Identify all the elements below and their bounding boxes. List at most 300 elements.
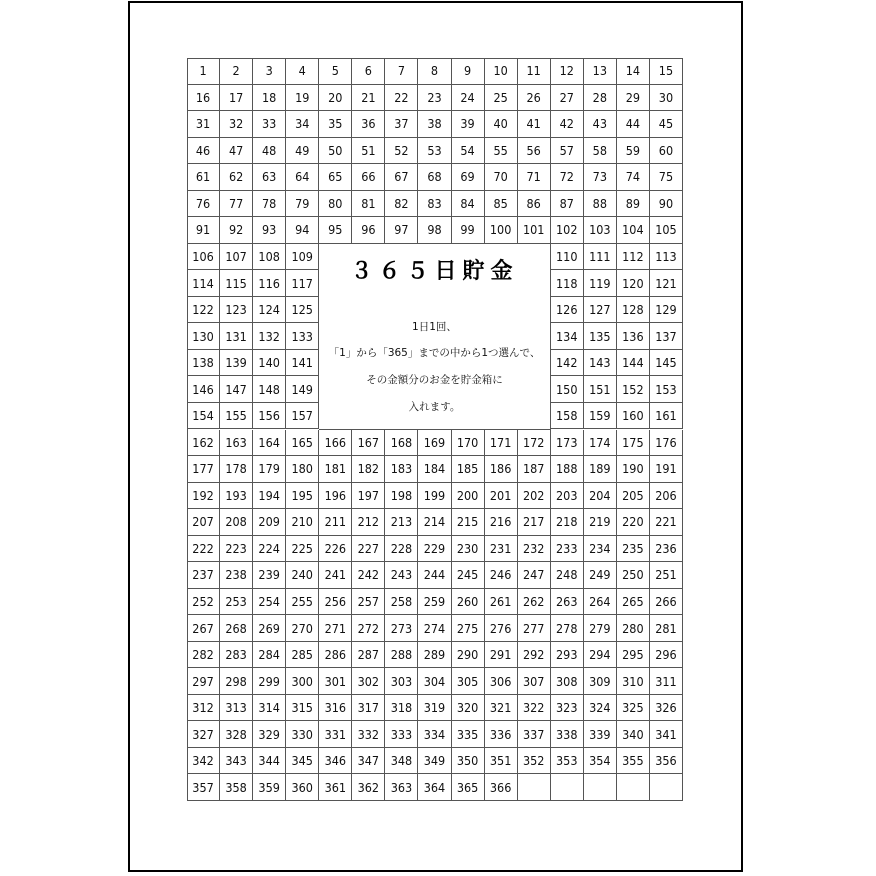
- number-cell: 118: [551, 270, 584, 297]
- number-cell: 48: [253, 138, 286, 165]
- number-cell: 154: [187, 403, 220, 430]
- number-cell: 174: [584, 430, 617, 457]
- number-cell: 45: [650, 111, 683, 138]
- number-cell: 133: [286, 323, 319, 350]
- number-cell: 38: [418, 111, 451, 138]
- number-cell: 326: [650, 695, 683, 722]
- number-cell: 24: [452, 85, 485, 112]
- number-cell: 233: [551, 536, 584, 563]
- number-cell: 213: [385, 509, 418, 536]
- number-cell: 93: [253, 217, 286, 244]
- number-cell: 294: [584, 642, 617, 669]
- number-cell: 274: [418, 615, 451, 642]
- number-cell: 69: [452, 164, 485, 191]
- number-cell: 210: [286, 509, 319, 536]
- number-cell: 366: [485, 774, 518, 801]
- number-cell: 179: [253, 456, 286, 483]
- number-cell: 364: [418, 774, 451, 801]
- number-cell: 116: [253, 270, 286, 297]
- number-cell: 99: [452, 217, 485, 244]
- number-cell: 169: [418, 430, 451, 457]
- number-cell: 273: [385, 615, 418, 642]
- number-cell: 75: [650, 164, 683, 191]
- number-cell: 217: [518, 509, 551, 536]
- number-cell: 188: [551, 456, 584, 483]
- number-cell: 343: [220, 748, 253, 775]
- instruction-line: 「1」から「365」までの中から1つ選んで、: [328, 346, 541, 359]
- number-cell: 35: [319, 111, 352, 138]
- number-cell: 70: [485, 164, 518, 191]
- number-cell: 300: [286, 668, 319, 695]
- number-cell: 236: [650, 536, 683, 563]
- number-cell: 287: [352, 642, 385, 669]
- number-cell: 334: [418, 721, 451, 748]
- number-cell: 107: [220, 244, 253, 271]
- number-cell: 10: [485, 58, 518, 85]
- number-cell: 269: [253, 615, 286, 642]
- number-cell: 345: [286, 748, 319, 775]
- number-cell: 335: [452, 721, 485, 748]
- number-cell: 348: [385, 748, 418, 775]
- number-cell: 132: [253, 323, 286, 350]
- number-cell: 87: [551, 191, 584, 218]
- number-cell: 316: [319, 695, 352, 722]
- number-cell: 299: [253, 668, 286, 695]
- number-cell: 322: [518, 695, 551, 722]
- number-cell: 149: [286, 376, 319, 403]
- number-cell: 29: [617, 85, 650, 112]
- number-cell: 238: [220, 562, 253, 589]
- number-cell: 91: [187, 217, 220, 244]
- number-cell: 222: [187, 536, 220, 563]
- number-cell: 51: [352, 138, 385, 165]
- number-cell: 253: [220, 589, 253, 616]
- number-cell: 349: [418, 748, 451, 775]
- number-cell: 206: [650, 483, 683, 510]
- number-cell: 328: [220, 721, 253, 748]
- number-cell: 137: [650, 323, 683, 350]
- number-cell: 111: [584, 244, 617, 271]
- number-cell: 272: [352, 615, 385, 642]
- number-cell: 352: [518, 748, 551, 775]
- number-cell: 89: [617, 191, 650, 218]
- number-cell: 171: [485, 430, 518, 457]
- number-cell: 256: [319, 589, 352, 616]
- number-cell: 205: [617, 483, 650, 510]
- number-cell: 276: [485, 615, 518, 642]
- number-cell: 117: [286, 270, 319, 297]
- number-cell: 320: [452, 695, 485, 722]
- number-cell: 14: [617, 58, 650, 85]
- number-cell: 86: [518, 191, 551, 218]
- number-cell: 342: [187, 748, 220, 775]
- number-cell: 280: [617, 615, 650, 642]
- number-cell: 125: [286, 297, 319, 324]
- number-cell: 121: [650, 270, 683, 297]
- number-cell: 339: [584, 721, 617, 748]
- number-cell: 258: [385, 589, 418, 616]
- number-cell: 108: [253, 244, 286, 271]
- number-cell: 67: [385, 164, 418, 191]
- number-cell: 2: [220, 58, 253, 85]
- number-cell: 136: [617, 323, 650, 350]
- number-cell: 140: [253, 350, 286, 377]
- number-cell: 304: [418, 668, 451, 695]
- number-cell: 146: [187, 376, 220, 403]
- number-cell: 250: [617, 562, 650, 589]
- number-cell: 170: [452, 430, 485, 457]
- number-cell: 90: [650, 191, 683, 218]
- number-cell: 225: [286, 536, 319, 563]
- number-cell: 212: [352, 509, 385, 536]
- number-cell: 203: [551, 483, 584, 510]
- number-cell: 34: [286, 111, 319, 138]
- number-cell: 182: [352, 456, 385, 483]
- number-cell: 249: [584, 562, 617, 589]
- number-cell: 229: [418, 536, 451, 563]
- number-cell: 324: [584, 695, 617, 722]
- number-cell: 303: [385, 668, 418, 695]
- number-cell: 260: [452, 589, 485, 616]
- number-cell: 234: [584, 536, 617, 563]
- number-cell: 26: [518, 85, 551, 112]
- number-cell: 74: [617, 164, 650, 191]
- number-cell: 208: [220, 509, 253, 536]
- number-cell: 25: [485, 85, 518, 112]
- number-cell: 98: [418, 217, 451, 244]
- number-cell: 219: [584, 509, 617, 536]
- number-cell: 20: [319, 85, 352, 112]
- number-cell: 344: [253, 748, 286, 775]
- number-cell: 338: [551, 721, 584, 748]
- number-cell: 201: [485, 483, 518, 510]
- number-cell: 13: [584, 58, 617, 85]
- number-cell: 363: [385, 774, 418, 801]
- number-cell: 173: [551, 430, 584, 457]
- number-cell: 353: [551, 748, 584, 775]
- instruction-line: 1日1回、: [412, 320, 457, 333]
- number-cell: 53: [418, 138, 451, 165]
- number-cell: 12: [551, 58, 584, 85]
- number-cell: 286: [319, 642, 352, 669]
- number-cell: 266: [650, 589, 683, 616]
- number-cell: 243: [385, 562, 418, 589]
- number-cell: 223: [220, 536, 253, 563]
- number-cell: 82: [385, 191, 418, 218]
- number-cell: 190: [617, 456, 650, 483]
- number-cell: 144: [617, 350, 650, 377]
- number-cell: 109: [286, 244, 319, 271]
- number-cell: 186: [485, 456, 518, 483]
- number-cell: 33: [253, 111, 286, 138]
- number-cell: 30: [650, 85, 683, 112]
- number-cell: 340: [617, 721, 650, 748]
- number-cell: 263: [551, 589, 584, 616]
- number-cell: 282: [187, 642, 220, 669]
- number-cell: 296: [650, 642, 683, 669]
- number-cell: 336: [485, 721, 518, 748]
- number-cell: 79: [286, 191, 319, 218]
- number-cell: 254: [253, 589, 286, 616]
- number-cell: 211: [319, 509, 352, 536]
- number-cell: 291: [485, 642, 518, 669]
- number-cell: 279: [584, 615, 617, 642]
- number-cell: 185: [452, 456, 485, 483]
- number-cell: 309: [584, 668, 617, 695]
- number-cell: 114: [187, 270, 220, 297]
- number-cell: 18: [253, 85, 286, 112]
- number-cell: 346: [319, 748, 352, 775]
- number-cell: 17: [220, 85, 253, 112]
- number-cell: 180: [286, 456, 319, 483]
- number-cell: 240: [286, 562, 319, 589]
- number-cell: 44: [617, 111, 650, 138]
- number-cell: 63: [253, 164, 286, 191]
- number-cell: 302: [352, 668, 385, 695]
- number-cell: 298: [220, 668, 253, 695]
- number-cell: 6: [352, 58, 385, 85]
- number-cell: 101: [518, 217, 551, 244]
- number-cell: 248: [551, 562, 584, 589]
- number-cell: 175: [617, 430, 650, 457]
- number-cell: 301: [319, 668, 352, 695]
- number-cell: 47: [220, 138, 253, 165]
- number-cell: 275: [452, 615, 485, 642]
- number-cell: 127: [584, 297, 617, 324]
- number-cell: 155: [220, 403, 253, 430]
- number-cell: 4: [286, 58, 319, 85]
- number-cell: 68: [418, 164, 451, 191]
- number-cell: 232: [518, 536, 551, 563]
- number-cell: 271: [319, 615, 352, 642]
- number-cell: 355: [617, 748, 650, 775]
- number-cell: 214: [418, 509, 451, 536]
- number-cell: 46: [187, 138, 220, 165]
- number-cell: 78: [253, 191, 286, 218]
- number-cell: 200: [452, 483, 485, 510]
- number-cell: 131: [220, 323, 253, 350]
- number-cell: 61: [187, 164, 220, 191]
- page-title: ３６５日貯金: [350, 258, 519, 284]
- number-cell: 81: [352, 191, 385, 218]
- number-cell: 147: [220, 376, 253, 403]
- number-cell: 23: [418, 85, 451, 112]
- number-cell: 350: [452, 748, 485, 775]
- empty-cell: [650, 774, 683, 801]
- number-cell: 19: [286, 85, 319, 112]
- number-cell: 307: [518, 668, 551, 695]
- number-cell: 267: [187, 615, 220, 642]
- number-cell: 215: [452, 509, 485, 536]
- number-cell: 360: [286, 774, 319, 801]
- number-cell: 288: [385, 642, 418, 669]
- number-cell: 255: [286, 589, 319, 616]
- number-cell: 129: [650, 297, 683, 324]
- number-cell: 36: [352, 111, 385, 138]
- number-cell: 11: [518, 58, 551, 85]
- number-cell: 283: [220, 642, 253, 669]
- number-cell: 112: [617, 244, 650, 271]
- number-cell: 313: [220, 695, 253, 722]
- number-cell: 21: [352, 85, 385, 112]
- number-cell: 184: [418, 456, 451, 483]
- number-cell: 151: [584, 376, 617, 403]
- number-cell: 96: [352, 217, 385, 244]
- number-cell: 150: [551, 376, 584, 403]
- number-cell: 141: [286, 350, 319, 377]
- number-cell: 49: [286, 138, 319, 165]
- number-cell: 356: [650, 748, 683, 775]
- number-cell: 321: [485, 695, 518, 722]
- number-cell: 145: [650, 350, 683, 377]
- number-cell: 66: [352, 164, 385, 191]
- number-cell: 325: [617, 695, 650, 722]
- number-cell: 314: [253, 695, 286, 722]
- number-cell: 139: [220, 350, 253, 377]
- number-cell: 94: [286, 217, 319, 244]
- number-cell: 40: [485, 111, 518, 138]
- instruction-line: その金額分のお金を貯金箱に: [366, 373, 503, 386]
- number-cell: 204: [584, 483, 617, 510]
- number-cell: 196: [319, 483, 352, 510]
- number-cell: 138: [187, 350, 220, 377]
- number-cell: 128: [617, 297, 650, 324]
- number-cell: 106: [187, 244, 220, 271]
- number-cell: 134: [551, 323, 584, 350]
- number-cell: 123: [220, 297, 253, 324]
- number-cell: 191: [650, 456, 683, 483]
- number-cell: 124: [253, 297, 286, 324]
- number-cell: 37: [385, 111, 418, 138]
- number-cell: 84: [452, 191, 485, 218]
- number-cell: 187: [518, 456, 551, 483]
- number-cell: 221: [650, 509, 683, 536]
- number-cell: 126: [551, 297, 584, 324]
- number-cell: 104: [617, 217, 650, 244]
- number-cell: 1: [187, 58, 220, 85]
- number-cell: 113: [650, 244, 683, 271]
- number-cell: 73: [584, 164, 617, 191]
- number-cell: 9: [452, 58, 485, 85]
- number-cell: 54: [452, 138, 485, 165]
- number-cell: 39: [452, 111, 485, 138]
- number-cell: 226: [319, 536, 352, 563]
- number-cell: 92: [220, 217, 253, 244]
- number-cell: 168: [385, 430, 418, 457]
- empty-cell: [584, 774, 617, 801]
- number-cell: 57: [551, 138, 584, 165]
- number-cell: 193: [220, 483, 253, 510]
- number-cell: 199: [418, 483, 451, 510]
- number-cell: 262: [518, 589, 551, 616]
- number-cell: 246: [485, 562, 518, 589]
- instruction-line: 入れます。: [408, 400, 461, 413]
- number-cell: 235: [617, 536, 650, 563]
- number-grid: [187, 58, 683, 801]
- number-cell: 77: [220, 191, 253, 218]
- number-cell: 172: [518, 430, 551, 457]
- number-cell: 72: [551, 164, 584, 191]
- number-cell: 244: [418, 562, 451, 589]
- number-cell: 22: [385, 85, 418, 112]
- number-cell: 31: [187, 111, 220, 138]
- number-cell: 289: [418, 642, 451, 669]
- number-cell: 42: [551, 111, 584, 138]
- number-cell: 27: [551, 85, 584, 112]
- number-cell: 192: [187, 483, 220, 510]
- number-cell: 293: [551, 642, 584, 669]
- number-cell: 159: [584, 403, 617, 430]
- number-cell: 332: [352, 721, 385, 748]
- number-cell: 60: [650, 138, 683, 165]
- number-cell: 341: [650, 721, 683, 748]
- number-cell: 103: [584, 217, 617, 244]
- number-cell: 310: [617, 668, 650, 695]
- number-cell: 50: [319, 138, 352, 165]
- number-cell: 277: [518, 615, 551, 642]
- number-cell: 41: [518, 111, 551, 138]
- number-cell: 158: [551, 403, 584, 430]
- number-cell: 64: [286, 164, 319, 191]
- number-cell: 290: [452, 642, 485, 669]
- number-cell: 239: [253, 562, 286, 589]
- number-cell: 268: [220, 615, 253, 642]
- number-cell: 252: [187, 589, 220, 616]
- number-cell: 166: [319, 430, 352, 457]
- number-cell: 305: [452, 668, 485, 695]
- number-cell: 251: [650, 562, 683, 589]
- number-cell: 59: [617, 138, 650, 165]
- number-cell: 261: [485, 589, 518, 616]
- number-cell: 337: [518, 721, 551, 748]
- number-cell: 242: [352, 562, 385, 589]
- number-cell: 177: [187, 456, 220, 483]
- number-cell: 278: [551, 615, 584, 642]
- number-cell: 297: [187, 668, 220, 695]
- number-cell: 359: [253, 774, 286, 801]
- number-cell: 220: [617, 509, 650, 536]
- number-cell: 362: [352, 774, 385, 801]
- number-cell: 351: [485, 748, 518, 775]
- number-cell: 312: [187, 695, 220, 722]
- number-cell: 198: [385, 483, 418, 510]
- number-cell: 122: [187, 297, 220, 324]
- number-cell: 163: [220, 430, 253, 457]
- number-cell: 230: [452, 536, 485, 563]
- number-cell: 323: [551, 695, 584, 722]
- number-cell: 358: [220, 774, 253, 801]
- number-cell: 285: [286, 642, 319, 669]
- title-box: [319, 244, 550, 430]
- number-cell: 331: [319, 721, 352, 748]
- number-cell: 165: [286, 430, 319, 457]
- number-cell: 16: [187, 85, 220, 112]
- number-cell: 315: [286, 695, 319, 722]
- number-cell: 245: [452, 562, 485, 589]
- number-cell: 130: [187, 323, 220, 350]
- number-cell: 224: [253, 536, 286, 563]
- number-cell: 143: [584, 350, 617, 377]
- number-cell: 259: [418, 589, 451, 616]
- number-cell: 319: [418, 695, 451, 722]
- number-cell: 181: [319, 456, 352, 483]
- number-cell: 207: [187, 509, 220, 536]
- number-cell: 311: [650, 668, 683, 695]
- number-cell: 85: [485, 191, 518, 218]
- number-cell: 97: [385, 217, 418, 244]
- number-cell: 183: [385, 456, 418, 483]
- number-cell: 52: [385, 138, 418, 165]
